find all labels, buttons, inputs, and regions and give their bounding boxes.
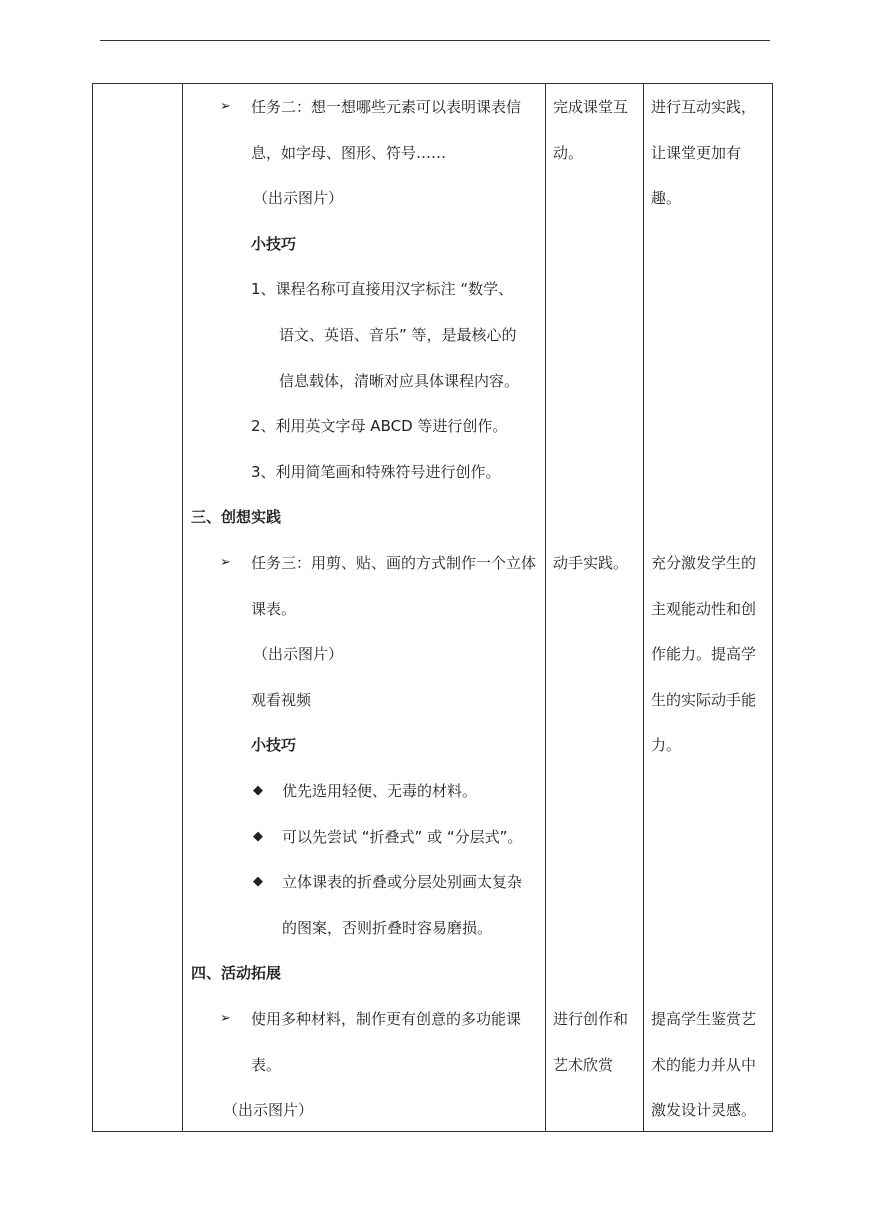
task4-show-image: （出示图片） (223, 1101, 314, 1119)
design-intent-3-line1: 提高学生鉴赏艺 (651, 1010, 757, 1028)
task3-show-image: （出示图片） (253, 645, 344, 663)
design-intent-1-line3: 趣。 (651, 189, 682, 207)
column-divider-3 (643, 83, 644, 1132)
design-intent-2-line1: 充分激发学生的 (651, 554, 757, 572)
section4-heading: 四、活动拓展 (191, 964, 282, 982)
diamond-bullet-icon: ◆ (253, 829, 263, 844)
arrow-bullet-icon: ➢ (220, 99, 231, 114)
design-intent-3-line3: 激发设计灵感。 (651, 1101, 757, 1119)
student-activity-3-line2: 艺术欣赏 (553, 1056, 614, 1074)
task2-show-image: （出示图片） (253, 189, 344, 207)
design-intent-3-line2: 术的能力并从中 (651, 1056, 757, 1074)
student-activity-3-line1: 进行创作和 (553, 1010, 629, 1028)
task2-line1: 任务二：想一想哪些元素可以表明课表信 (251, 98, 522, 116)
tip2-item1: 优先选用轻便、无毒的材料。 (282, 782, 478, 800)
design-intent-2-line2: 主观能动性和创 (651, 600, 757, 618)
task3-line1: 任务三：用剪、贴、画的方式制作一个立体 (251, 554, 537, 572)
section3-heading: 三、创想实践 (191, 508, 282, 526)
tip-title-2: 小技巧 (251, 736, 297, 754)
student-activity-1-line2: 动。 (553, 144, 584, 162)
tip1-line1: 1、课程名称可直接用汉字标注 “数学、 (251, 280, 514, 298)
task4-line2: 表。 (251, 1056, 282, 1074)
diamond-bullet-icon: ◆ (253, 874, 263, 889)
tip2-item3-line2: 的图案，否则折叠时容易磨损。 (282, 919, 493, 937)
task3-line2: 课表。 (251, 600, 297, 618)
design-intent-1-line1: 进行互动实践， (651, 98, 757, 116)
task4-line1: 使用多种材料，制作更有创意的多功能课 (251, 1010, 522, 1028)
design-intent-2-line5: 力。 (651, 736, 682, 754)
task2-line2: 息，如字母、图形、符号…… (251, 144, 447, 162)
tip2-item2: 可以先尝试 “折叠式” 或 “分层式”。 (282, 828, 523, 846)
diamond-bullet-icon: ◆ (253, 783, 263, 798)
tip1-line2: 语文、英语、音乐” 等，是最核心的 (279, 326, 517, 344)
column-divider-2 (545, 83, 546, 1132)
design-intent-1-line2: 让课堂更加有 (651, 144, 742, 162)
design-intent-2-line3: 作能力。提高学 (651, 645, 757, 663)
task3-watch-video: 观看视频 (251, 691, 312, 709)
tip1-line3: 信息载体，清晰对应具体课程内容。 (279, 372, 520, 390)
tip1-line4: 2、利用英文字母 ABCD 等进行创作。 (251, 417, 508, 435)
tip-title-1: 小技巧 (251, 235, 297, 253)
student-activity-1-line1: 完成课堂互 (553, 98, 629, 116)
tip2-item3-line1: 立体课表的折叠或分层处别画太复杂 (282, 873, 523, 891)
design-intent-2-line4: 生的实际动手能 (651, 691, 757, 709)
column-divider-1 (182, 83, 183, 1132)
student-activity-2: 动手实践。 (553, 554, 629, 572)
arrow-bullet-icon: ➢ (220, 555, 231, 570)
tip1-line5: 3、利用简笔画和特殊符号进行创作。 (251, 463, 501, 481)
arrow-bullet-icon: ➢ (220, 1011, 231, 1026)
header-rule (100, 40, 770, 41)
